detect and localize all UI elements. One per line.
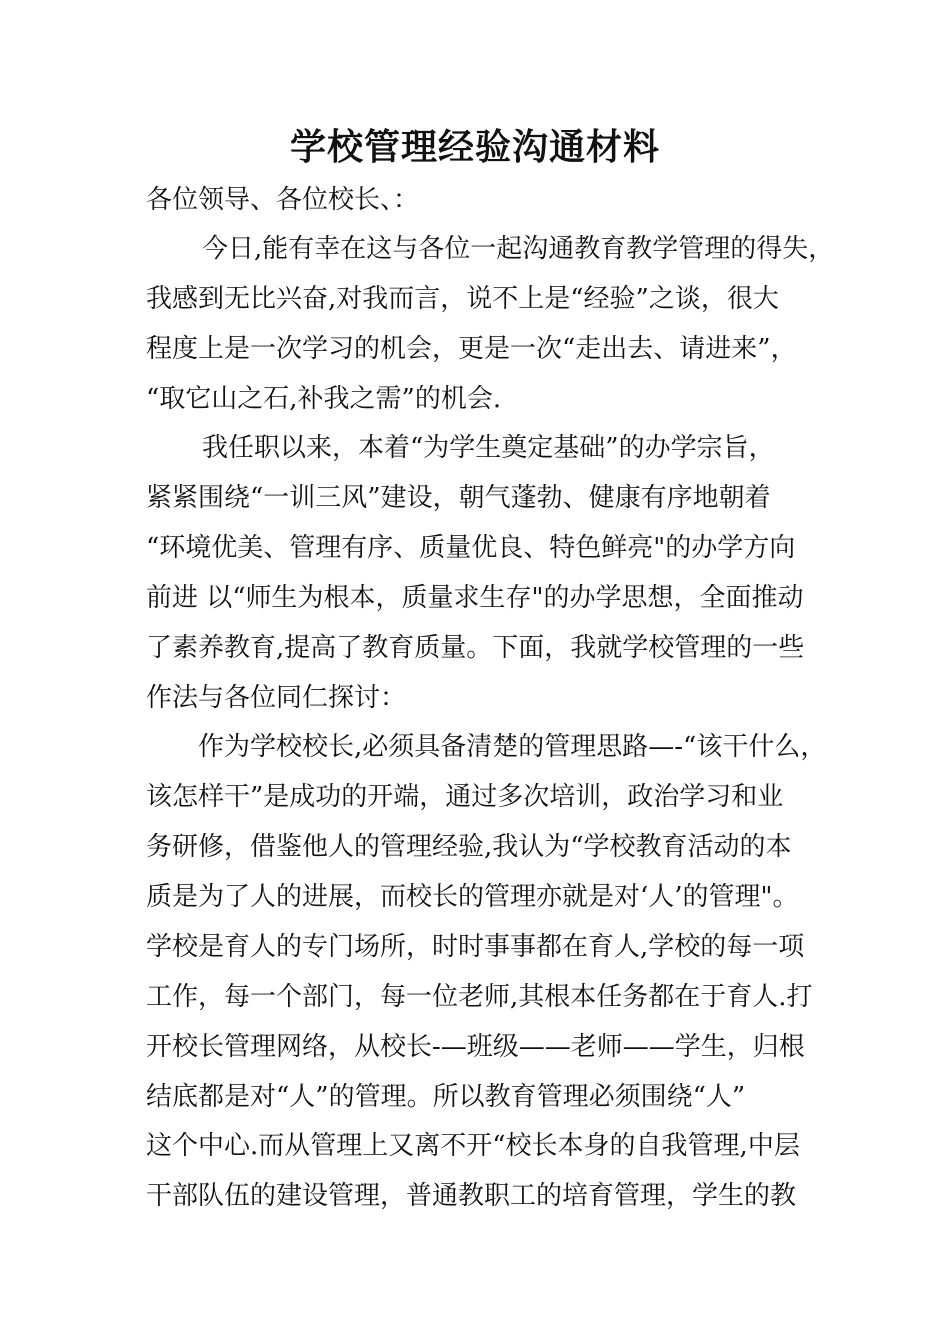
body-line: 该怎样干”是成功的开端，通过多次培训，政治学习和业 [146, 782, 784, 812]
body-line: 前进 以“师生为根本，质量求生存"的办学思想，全面推动 [146, 583, 804, 613]
body-line: 我任职以来，本着“为学生奠定基础”的办学宗旨， [176, 433, 775, 463]
body-line: 程度上是一次学习的机会，更是一次“走出去、请进来”， [146, 334, 797, 364]
body-line: 作法与各位同仁探讨： [146, 683, 407, 713]
body-line: 务研修，借鉴他人的管理经验,我认为“学校教育活动的本 [146, 832, 792, 862]
body-line: 紧紧围绕“一训三风”建设，朝气蓬勃、健康有序地朝着 [146, 483, 771, 513]
body-line: 我感到无比兴奋,对我而言，说不上是“经验”之谈，很大 [146, 284, 779, 314]
body-line: 质是为了人的进展，而校长的管理亦就是对‘人’的管理"。 [146, 882, 799, 912]
body-line: 了素养教育,提高了教育质量。下面，我就学校管理的一些 [146, 633, 805, 663]
document-title: 学校管理经验沟通材料 [289, 126, 660, 168]
body-line: 工作，每一个部门，每一位老师,其根本任务都在于育人.打 [146, 982, 813, 1012]
body-line: 结底都是对“人”的管理。所以教育管理必须围绕“人” [146, 1082, 746, 1112]
body-line: 今日,能有幸在这与各位一起沟通教育教学管理的得失， [176, 234, 835, 264]
body-line: 开校长管理网络，从校长-—班级——老师——学生，归根 [146, 1032, 805, 1062]
body-line: “环境优美、管理有序、质量优良、特色鲜亮"的办学方向 [146, 533, 796, 563]
body-line: 作为学校校长,必须具备清楚的管理思路—-“该干什么， [172, 732, 827, 762]
body-line: 干部队伍的建设管理，普通教职工的培育管理，学生的教 [146, 1181, 797, 1211]
body-line: 学校是育人的专门场所，时时事事都在育人,学校的每一项 [146, 932, 805, 962]
body-line: “取它山之石,补我之需”的机会. [146, 384, 502, 414]
salutation: 各位领导、各位校长、： [146, 185, 420, 215]
body-line: 这个中心.而从管理上又离不开“校长本身的自我管理,中层 [146, 1131, 800, 1161]
